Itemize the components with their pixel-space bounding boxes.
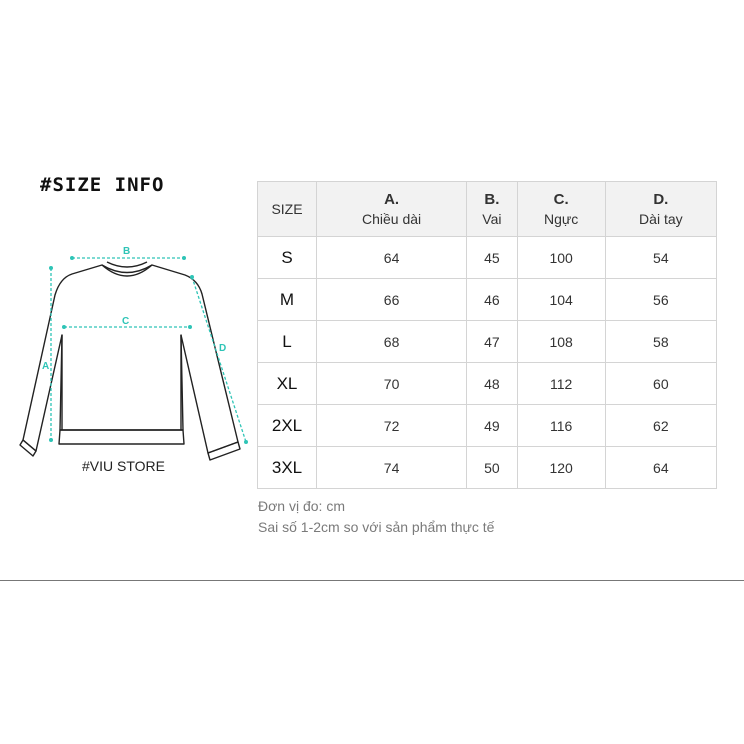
- size-cell: 3XL: [258, 447, 317, 489]
- value-cell: 47: [467, 321, 517, 363]
- table-row: [258, 321, 717, 363]
- value-cell: 66: [317, 279, 467, 321]
- header-letter: D.: [653, 191, 669, 208]
- sweater-diagram: [14, 240, 264, 465]
- header-label: Ngực: [544, 211, 579, 227]
- size-table: [257, 181, 717, 489]
- header-size: SIZE: [258, 182, 317, 237]
- label-a: A: [42, 361, 50, 372]
- value-cell: 49: [467, 405, 517, 447]
- value-cell: 68: [317, 321, 467, 363]
- value-cell: 45: [467, 237, 517, 279]
- table-row: [258, 447, 717, 489]
- value-cell: 54: [605, 237, 716, 279]
- size-info-title: #SIZE INFO: [40, 174, 165, 196]
- header-length: [317, 182, 467, 237]
- table-row: [258, 237, 717, 279]
- size-cell: M: [258, 279, 317, 321]
- value-cell: 56: [605, 279, 716, 321]
- size-cell: 2XL: [258, 405, 317, 447]
- value-cell: 72: [317, 405, 467, 447]
- header-shoulder: [467, 182, 517, 237]
- label-b: B: [123, 246, 131, 257]
- divider-line: [0, 580, 744, 581]
- label-d: D: [219, 343, 227, 354]
- value-cell: 64: [317, 237, 467, 279]
- size-cell: XL: [258, 363, 317, 405]
- value-cell: 116: [517, 405, 605, 447]
- value-cell: 62: [605, 405, 716, 447]
- value-cell: 70: [317, 363, 467, 405]
- header-label: Vai: [482, 211, 502, 227]
- value-cell: 46: [467, 279, 517, 321]
- table-row: [258, 279, 717, 321]
- value-cell: 120: [517, 447, 605, 489]
- value-cell: 108: [517, 321, 605, 363]
- value-cell: 64: [605, 447, 716, 489]
- header-letter: C.: [553, 191, 569, 208]
- measurement-notes: [258, 496, 494, 538]
- table-header-row: [258, 182, 717, 237]
- value-cell: 58: [605, 321, 716, 363]
- table-row: [258, 363, 717, 405]
- store-name: #VIU STORE: [82, 458, 165, 474]
- header-letter: A.: [384, 191, 400, 208]
- value-cell: 60: [605, 363, 716, 405]
- value-cell: 104: [517, 279, 605, 321]
- value-cell: 100: [517, 237, 605, 279]
- value-cell: 74: [317, 447, 467, 489]
- tolerance-note: Sai số 1-2cm so với sản phẩm thực tế: [258, 519, 495, 535]
- size-cell: L: [258, 321, 317, 363]
- label-c: C: [122, 316, 130, 327]
- header-chest: [517, 182, 605, 237]
- value-cell: 50: [467, 447, 517, 489]
- table-row: [258, 405, 717, 447]
- header-label: Dài tay: [639, 211, 683, 227]
- value-cell: 48: [467, 363, 517, 405]
- header-label: Chiều dài: [362, 211, 422, 227]
- value-cell: 112: [517, 363, 605, 405]
- unit-note: Đơn vị đo: cm: [258, 498, 345, 514]
- size-cell: S: [258, 237, 317, 279]
- header-letter: B.: [484, 191, 500, 208]
- header-sleeve: [605, 182, 716, 237]
